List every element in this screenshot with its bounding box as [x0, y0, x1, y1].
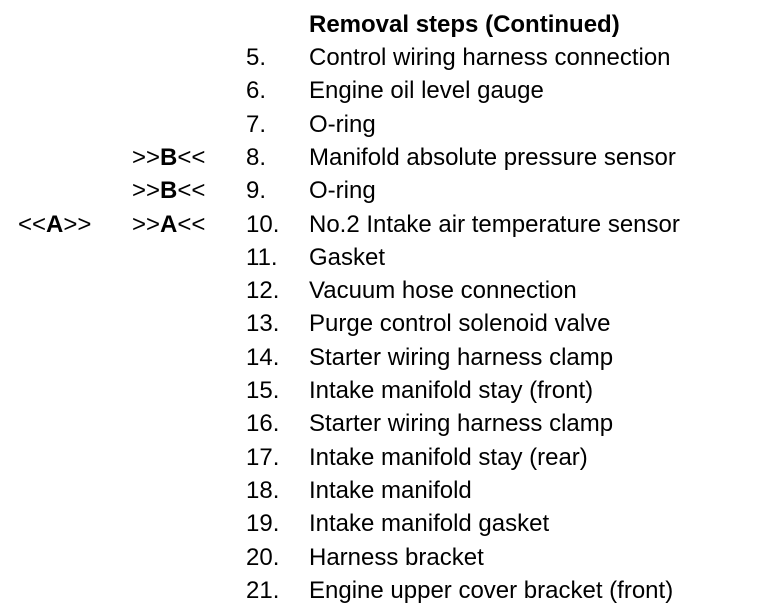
step-text: Starter wiring harness clamp: [309, 343, 614, 371]
step-row: [0, 541, 768, 574]
step-text: Harness bracket: [309, 543, 484, 571]
step-row: [0, 341, 768, 374]
step-number: 11.: [246, 243, 278, 271]
removal-steps-heading: Removal steps (Continued): [309, 11, 620, 38]
step-text: Vacuum hose connection: [309, 277, 577, 305]
reassembly-ref-mark-open: >>: [132, 143, 161, 171]
disassembly-ref-mark: [18, 211, 91, 238]
step-row: [0, 108, 768, 141]
reassembly-ref-mark-close: <<: [177, 177, 206, 205]
step-number: 15.: [246, 377, 280, 404]
step-number: 20.: [246, 543, 280, 571]
step-row: [0, 407, 768, 440]
step-row: [0, 141, 768, 174]
reassembly-ref-cell: [132, 174, 205, 207]
step-text: Gasket: [309, 243, 386, 271]
reassembly-ref-mark-letter: B: [160, 177, 178, 205]
disassembly-ref-mark-open: <<: [18, 210, 47, 238]
step-row: [0, 574, 768, 607]
step-text: Control wiring harness connection: [309, 44, 671, 71]
step-number: 16.: [246, 410, 280, 438]
step-text: Intake manifold stay (rear): [309, 443, 588, 471]
step-number: 7.: [246, 110, 267, 138]
step-text: Purge control solenoid valve: [309, 310, 611, 338]
step-row: [0, 374, 768, 407]
reassembly-ref-mark-close: <<: [177, 210, 206, 238]
reassembly-ref-mark: [132, 211, 205, 238]
step-number: 5.: [246, 44, 267, 71]
reassembly-ref-mark: [132, 144, 205, 171]
step-row: [0, 307, 768, 340]
step-text: Intake manifold stay (front): [309, 377, 594, 404]
step-row: [0, 507, 768, 540]
reassembly-ref-mark-open: >>: [132, 210, 161, 238]
step-number: 18.: [246, 476, 280, 504]
step-text: Intake manifold gasket: [309, 510, 550, 538]
step-text: Engine oil level gauge: [309, 77, 544, 105]
step-number: 19.: [246, 510, 280, 538]
reassembly-ref-mark-close: <<: [177, 143, 206, 171]
step-row: [0, 174, 768, 207]
disassembly-ref-cell: [18, 208, 91, 241]
step-number: 8.: [246, 143, 267, 171]
step-number: 10.: [246, 210, 280, 238]
step-number: 6.: [246, 77, 267, 105]
reassembly-ref-mark: [132, 177, 205, 204]
step-number: 14.: [246, 343, 280, 371]
step-row: [0, 274, 768, 307]
step-text: No.2 Intake air temperature sensor: [309, 210, 680, 238]
step-text: Intake manifold: [309, 476, 472, 504]
step-text: O-ring: [309, 177, 376, 205]
step-row: [0, 41, 768, 74]
step-text: Manifold absolute pressure sensor: [309, 143, 676, 171]
reassembly-ref-mark-open: >>: [132, 177, 161, 205]
step-number: 13.: [246, 310, 280, 338]
step-text: Starter wiring harness clamp: [309, 410, 614, 438]
step-row: [0, 208, 768, 241]
step-number: 17.: [246, 443, 280, 471]
disassembly-ref-mark-letter: A: [46, 210, 64, 238]
step-number: 21.: [246, 576, 280, 604]
step-text: Engine upper cover bracket (front): [309, 576, 674, 604]
reassembly-ref-cell: [132, 208, 205, 241]
reassembly-ref-mark-letter: A: [160, 210, 178, 238]
step-row: [0, 241, 768, 274]
reassembly-ref-mark-letter: B: [160, 143, 178, 171]
reassembly-ref-cell: [132, 141, 205, 174]
step-row: [0, 74, 768, 107]
step-row: [0, 474, 768, 507]
disassembly-ref-mark-close: >>: [63, 210, 92, 238]
step-number: 9.: [246, 177, 267, 205]
step-number: 12.: [246, 277, 280, 305]
step-row: [0, 441, 768, 474]
step-text: O-ring: [309, 110, 376, 138]
